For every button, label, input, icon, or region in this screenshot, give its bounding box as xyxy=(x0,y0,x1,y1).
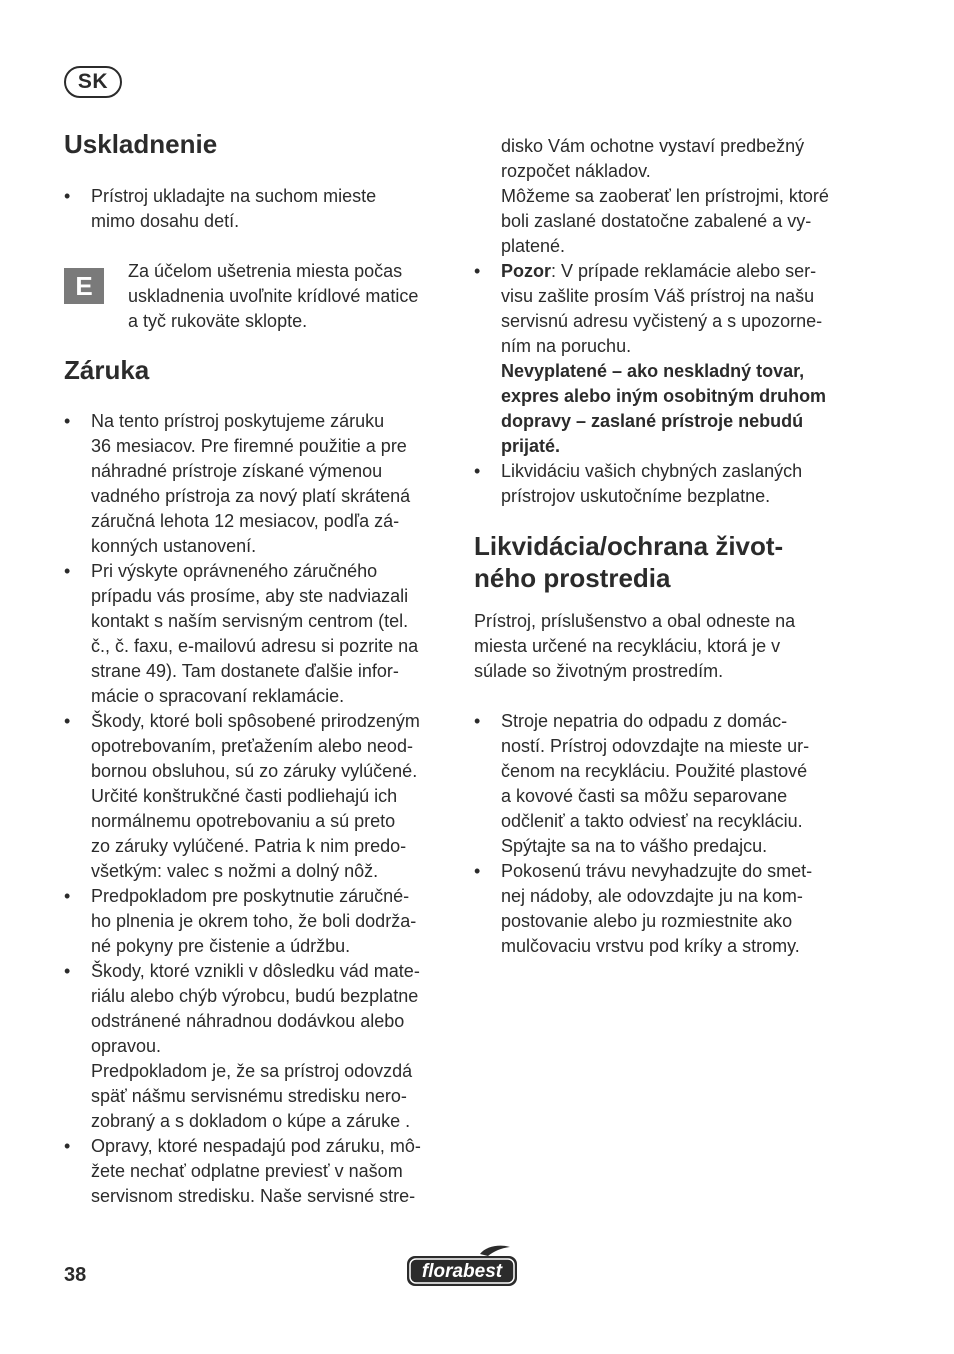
leaf-icon xyxy=(480,1246,510,1256)
disposal-list xyxy=(474,709,812,959)
disposal-heading: Likvidácia/ochrana život- ného prostredia xyxy=(474,531,784,593)
list-item: • Predpokladom pre poskytnutie záručné- ho plnenia je okrem toho, že boli dodrža- né pokyny pre čistenie a údržbu. xyxy=(64,884,421,959)
storage-note: Za účelom ušetrenia miesta počas uskladnenia uvoľnite krídlové matice a tyč rukoväte sklopte. xyxy=(128,261,419,331)
florabest-logo xyxy=(404,1244,520,1290)
warranty-list xyxy=(64,409,421,1209)
list-item: • Pri výskyte oprávneného záručného prípadu vás prosíme, aby ste nadviazali kontakt s naším servisným centrom (tel. č., č. faxu, e-mailovú adresu si pozrite na strane 49). Tam dostanete ďalšie infor- mácie o spracovaní reklamácie. xyxy=(64,559,421,709)
list-item: • Prístroj ukladajte na suchom mieste mimo dosahu detí. xyxy=(64,184,376,234)
list-item: • Na tento prístroj poskytujeme záruku 36 mesiacov. Pre firemné použitie a pre náhradné prístroje získané výmenou vadného prístroja za nový platí skrátená záručná lehota 12 mesiacov, podľa zá- konných ustanovení. xyxy=(64,409,421,559)
language-badge: SK xyxy=(64,66,122,98)
warning-label: Pozor xyxy=(501,261,552,281)
list-item-continuation: disko Vám ochotne vystaví predbežný rozpočet nákladov. Môžeme sa zaoberať len prístrojmi, ktoré boli zaslané dostatočne zabalené a vy- platené. xyxy=(501,136,829,256)
list-item: • Likvidáciu vašich chybných zaslaných prístrojov uskutočníme bezplatne. xyxy=(474,459,829,509)
disposal-intro: Prístroj, príslušenstvo a obal odneste na miesta určené na recykláciu, ktorá je v súlade so životným prostredím. xyxy=(474,611,796,681)
list-item: • Pozor: V prípade reklamácie alebo ser- visu zašlite prosím Váš prístroj na našu servisnú adresu vyčistený a s upozorne- ním na poruchu. Nevyplatené – ako neskladný tovar, expres alebo iným osobitným druhom dopravy – zaslané prístroje nebudú prijaté. xyxy=(474,259,829,459)
logo-text: florabest xyxy=(421,1261,503,1282)
storage-list xyxy=(64,184,376,234)
list-item: • Škody, ktoré vznikli v dôsledku vád mate- riálu alebo chýb výrobcu, budú bezplatne odstránené náhradnou dodávkou alebo opravou. xyxy=(64,959,421,1059)
warranty-list-continued xyxy=(474,134,829,509)
list-item: • Pokosenú trávu nevyhadzujte do smet- nej nádoby, ale odovzdajte ju na kom- postovanie alebo ju rozmiestnite ako mulčovaciu vrstvu pod kríky a stromy. xyxy=(474,859,812,959)
storage-heading: Uskladnenie xyxy=(64,129,218,159)
list-item: • Stroje nepatria do odpadu z domác- ností. Prístroj odovzdajte na mieste ur- čenom na recykláciu. Použité plastové a kovové časti sa môžu separovane odčleniť a takto odviesť na recykláciu. Spýtajte sa na to vášho predajcu. xyxy=(474,709,812,859)
warranty-heading: Záruka xyxy=(64,355,150,385)
list-item: • Škody, ktoré boli spôsobené prirodzeným opotrebovaním, preťažením alebo neod- bornou obsluhou, sú zo záruky vylúčené. Určité konštrukčné časti podliehajú ich normálnemu opotrebovaniu a sú preto zo záruky vylúčené. Patria k nim predo- všetkým: valec s nožmi a dolný nôž. xyxy=(64,709,421,884)
page-number: 38 xyxy=(64,1264,87,1286)
list-item-continuation: Predpokladom je, že sa prístroj odovzdá späť nášmu servisnému stredisku nero- zobraný a s dokladom o kúpe a záruke . xyxy=(91,1061,413,1131)
list-item: • Opravy, ktoré nespadajú pod záruku, mô- žete nechať odplatne previesť v našom servisnom stredisku. Naše servisné stre- xyxy=(64,1134,421,1209)
note-badge: E xyxy=(64,268,104,304)
